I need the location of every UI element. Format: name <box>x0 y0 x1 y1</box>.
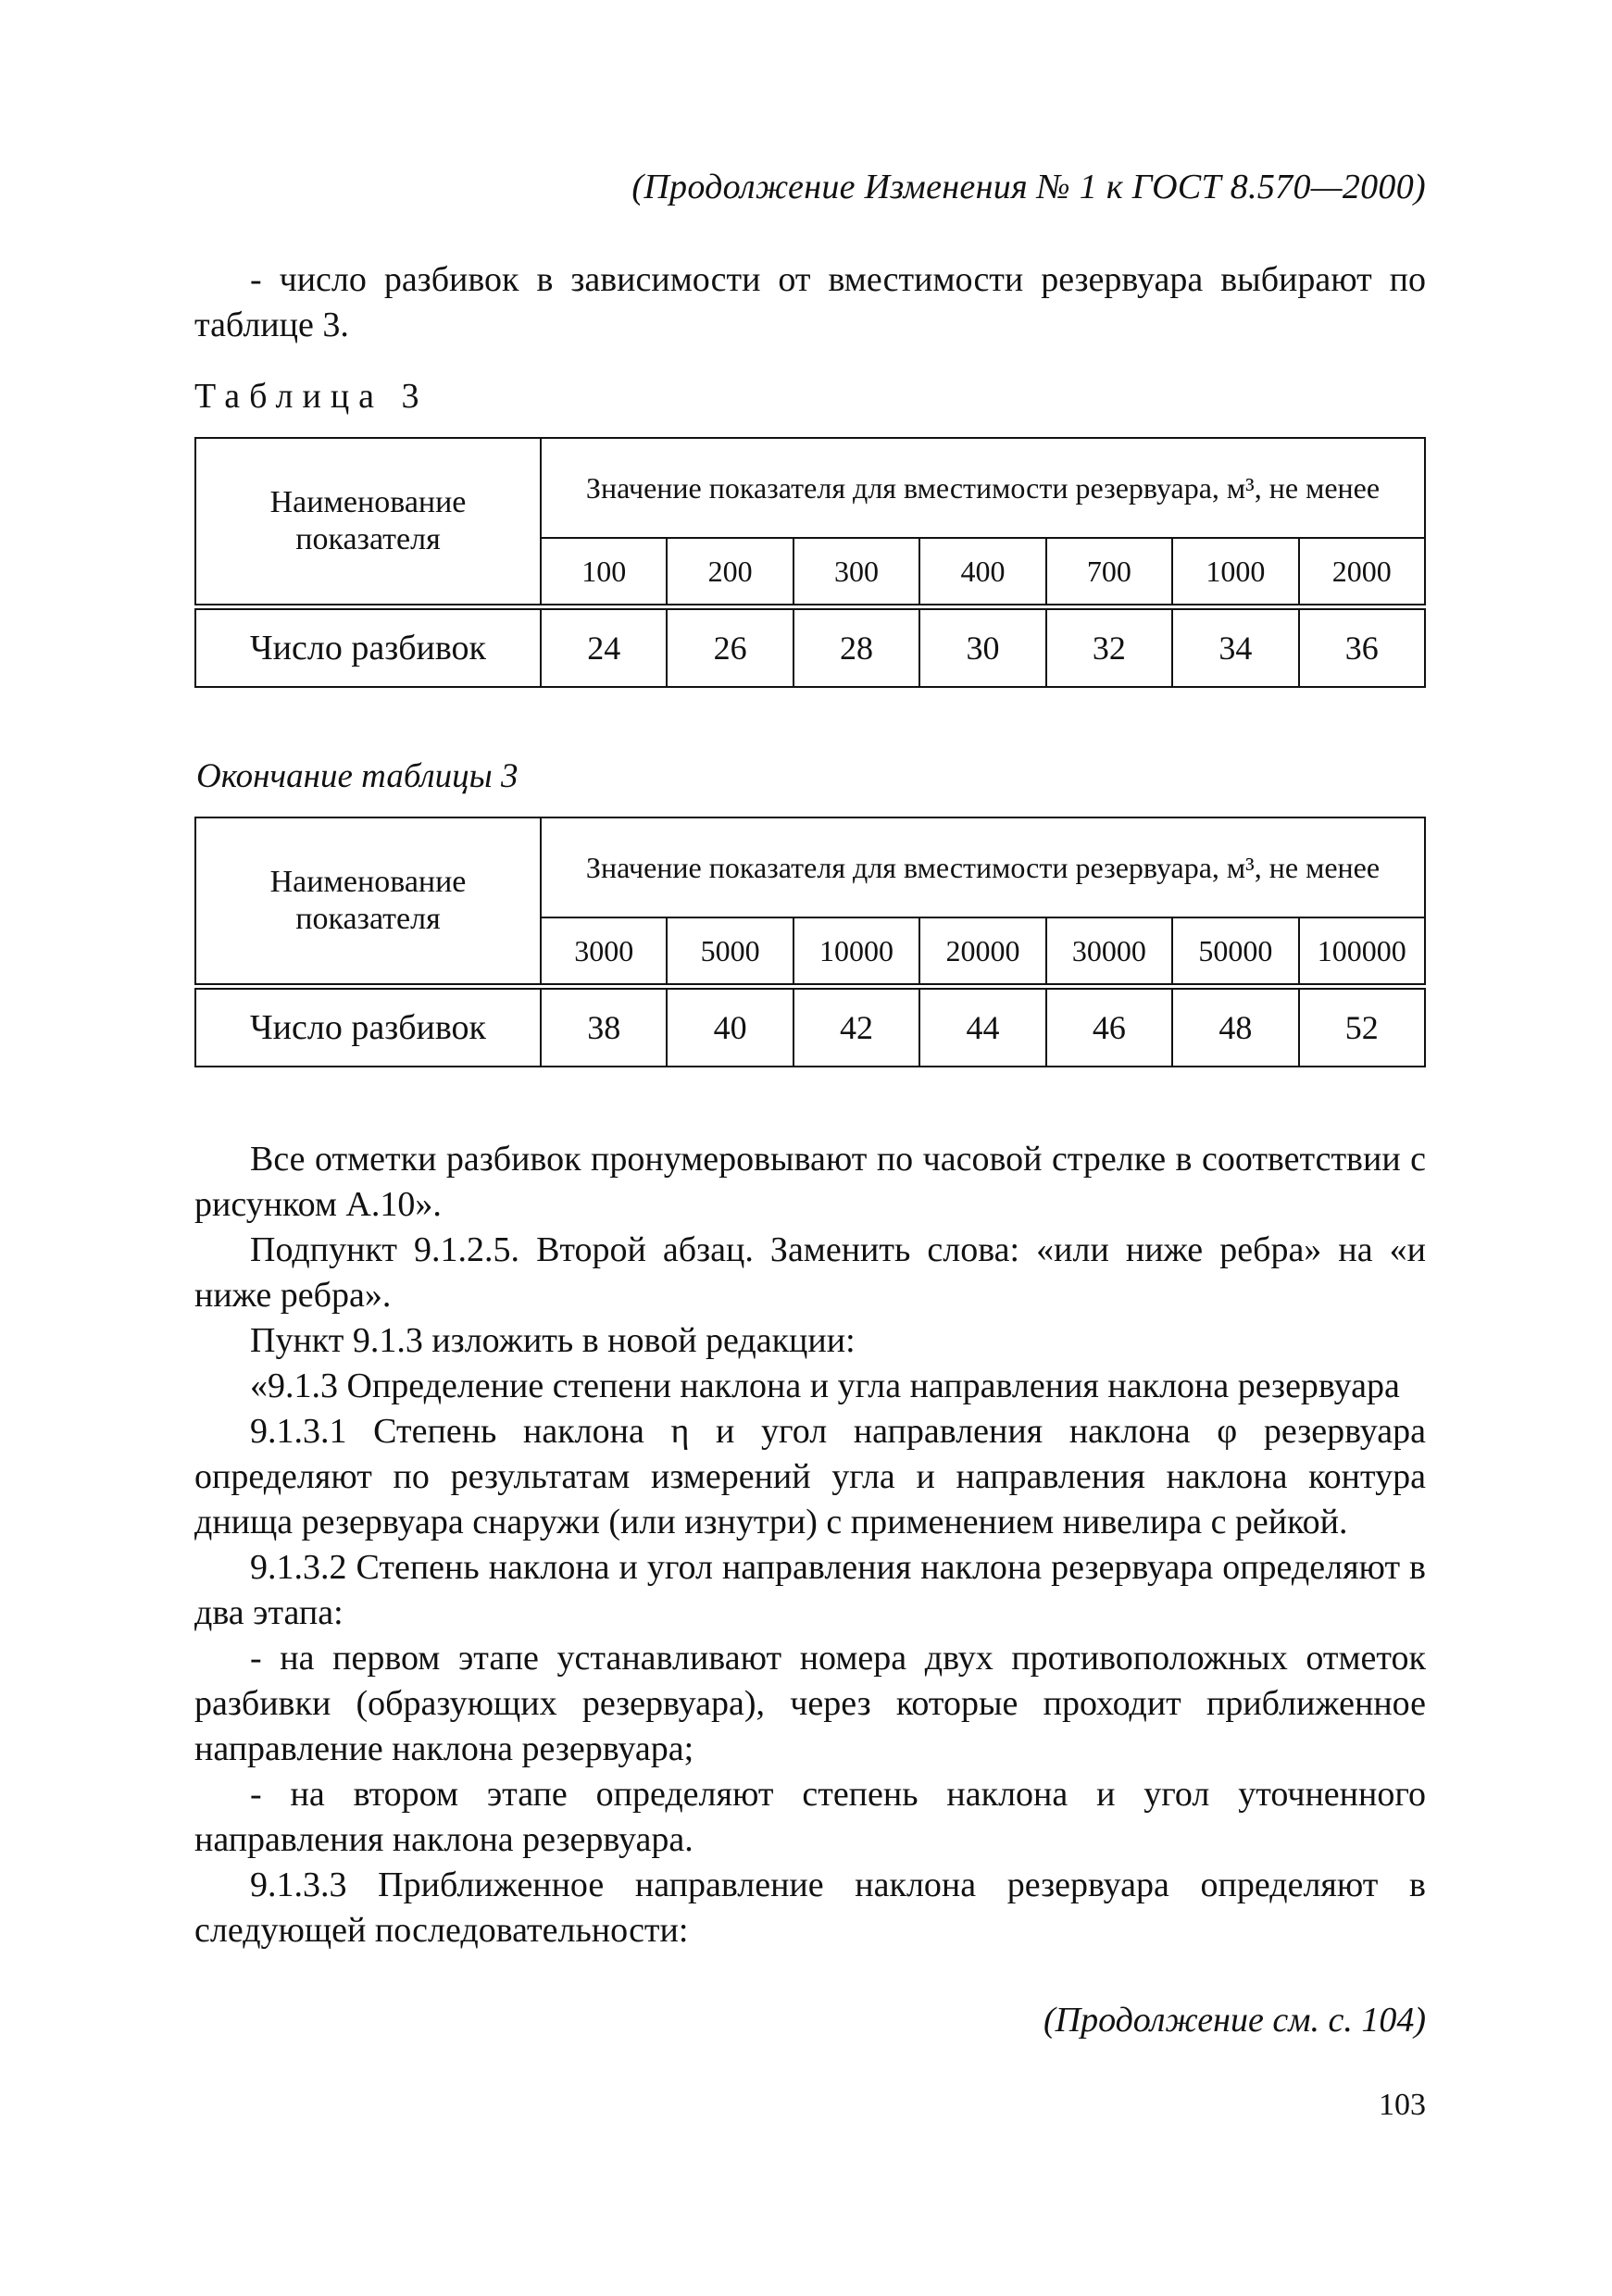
capacity-header-cell: Значение показателя для вместимости резервуара, м³, не менее <box>541 817 1425 917</box>
intro-text: - число разбивок в зависимости от вместимости резервуара выбирают по таблице 3. <box>194 260 1426 344</box>
paragraph: «9.1.3 Определение степени наклона и угла направления наклона резервуара <box>250 1366 1400 1405</box>
value-cell: 34 <box>1172 607 1298 688</box>
capacity-cell: 200 <box>667 538 793 607</box>
table-row <box>195 607 1425 688</box>
value-cell: 38 <box>541 987 667 1067</box>
capacity-cell: 20000 <box>919 917 1045 987</box>
capacity-cell: 100000 <box>1299 917 1425 987</box>
continuation-table-label: Окончание таблицы 3 <box>196 757 519 795</box>
continuation-header: (Продолжение Изменения № 1 к ГОСТ 8.570—2000) <box>631 168 1426 206</box>
name-header-cell: Наименование показателя <box>195 438 541 607</box>
capacity-cell: 50000 <box>1172 917 1298 987</box>
capacity-cell: 700 <box>1046 538 1172 607</box>
paragraph: Все отметки разбивок пронумеровывают по часовой стрелке в соответствии с рисунком А.10». <box>194 1140 1426 1224</box>
value-cell: 36 <box>1299 607 1425 688</box>
value-cell: 42 <box>794 987 919 1067</box>
paragraph: Пункт 9.1.3 изложить в новой редакции: <box>250 1321 856 1360</box>
continuation-footer: (Продолжение см. с. 104) <box>1043 2001 1426 2040</box>
value-cell: 28 <box>794 607 919 688</box>
table-3 <box>194 437 1426 688</box>
capacity-cell: 30000 <box>1046 917 1172 987</box>
value-cell: 26 <box>667 607 793 688</box>
row-name-cell: Число разбивок <box>195 607 541 688</box>
value-cell: 24 <box>541 607 667 688</box>
paragraph: 9.1.3.3 Приближенное направление наклона резервуара определяют в следующей последовательности: <box>194 1866 1426 1950</box>
value-cell: 52 <box>1299 987 1425 1067</box>
page-number: 103 <box>1379 2088 1426 2122</box>
intro-paragraph <box>194 257 1426 348</box>
table-label: Таблица 3 <box>194 377 429 416</box>
capacity-cell: 3000 <box>541 917 667 987</box>
paragraph: Подпункт 9.1.2.5. Второй абзац. Заменить слова: «или ниже ребра» на «и ниже ребра». <box>194 1230 1426 1315</box>
capacity-cell: 300 <box>794 538 919 607</box>
value-cell: 40 <box>667 987 793 1067</box>
name-header-cell: Наименование показателя <box>195 817 541 987</box>
value-cell: 48 <box>1172 987 1298 1067</box>
value-cell: 30 <box>919 607 1045 688</box>
paragraph: - на втором этапе определяют степень наклона и угол уточненного направления наклона резервуара. <box>194 1775 1426 1859</box>
paragraph: 9.1.3.2 Степень наклона и угол направления наклона резервуара определяют в два этапа: <box>194 1548 1426 1632</box>
table-3-continued <box>194 817 1426 1067</box>
capacity-cell: 400 <box>919 538 1045 607</box>
row-name-cell: Число разбивок <box>195 987 541 1067</box>
main-text <box>194 1137 1426 1953</box>
value-cell: 46 <box>1046 987 1172 1067</box>
capacity-cell: 5000 <box>667 917 793 987</box>
capacity-cell: 100 <box>541 538 667 607</box>
value-cell: 44 <box>919 987 1045 1067</box>
paragraph: 9.1.3.1 Степень наклона η и угол направления наклона φ резервуара определяют по результатам измерений угла и направления наклона контура днища резервуара снаружи (или изнутри) с применением нивелира с рейкой. <box>194 1412 1426 1541</box>
table-row <box>195 987 1425 1067</box>
paragraph: - на первом этапе устанавливают номера двух противоположных отметок разбивки (образующих резервуара), через которые проходит приближенное направление наклона резервуара; <box>194 1639 1426 1768</box>
value-cell: 32 <box>1046 607 1172 688</box>
capacity-header-cell: Значение показателя для вместимости резервуара, м³, не менее <box>541 438 1425 538</box>
capacity-cell: 10000 <box>794 917 919 987</box>
capacity-cell: 1000 <box>1172 538 1298 607</box>
capacity-cell: 2000 <box>1299 538 1425 607</box>
